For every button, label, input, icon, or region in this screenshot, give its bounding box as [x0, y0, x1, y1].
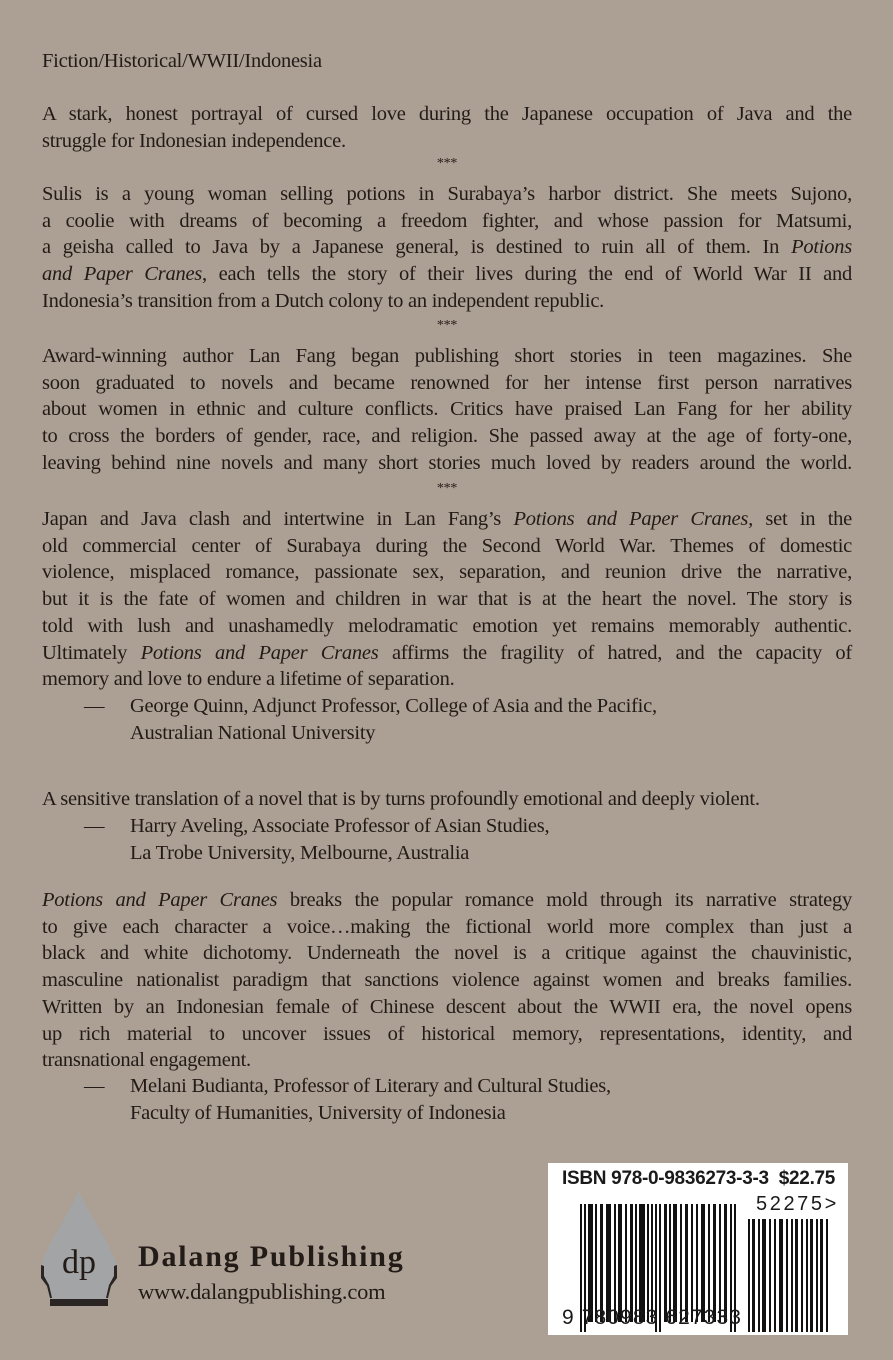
- review-budianta: Potions and Paper Cranes breaks the popular romance mold through its narrative strategy to give each character a voice…making the fictional world more complex than just a black and white dichotomy. Underneath the novel is a critique against the chauvinistic, masculine nationalist paradigm that sanctions violence against women and breaks families. Written by an Indonesian female of Chinese descent about the WWII era, the novel opens up rich material to uncover issues of historical memory, representations, identity, and transnational engagement.: [42, 889, 852, 1072]
- tagline: A stark, honest portrayal of cursed love during the Japanese occupation of Java and the struggle for Indonesian independence.: [42, 103, 852, 152]
- book-title: Potions and Paper Cranes: [140, 641, 379, 664]
- isbn-price-label: [562, 1168, 835, 1190]
- pen-nib-logo-icon: [38, 1190, 120, 1310]
- em-dash: —: [84, 1075, 105, 1097]
- genre-category: Fiction/Historical/WWII/Indonesia: [42, 50, 322, 72]
- book-title: Potions and Paper Cranes,: [513, 508, 754, 530]
- isbn-barcode: [548, 1163, 848, 1335]
- review-aveling: A sensitive translation of a novel that is by turns profoundly emotional and deeply violent.: [42, 788, 760, 810]
- em-dash: —: [84, 695, 105, 717]
- ean-digits: 9 780983 627333: [562, 1306, 742, 1329]
- price-addon-digits: 52275>: [756, 1193, 839, 1215]
- em-dash: —: [84, 815, 105, 837]
- review-quinn: Japan and Java clash and intertwine in Lan Fang’s Potions and Paper Cranes, set in the old commercial center of Surabaya during the Second World War. Themes of domestic violence, misplaced romance, passionate sex, separation, and reunion drive the narrative, but it is the fate of women and children in war that is at the heart the novel. The story is told with lush and unashamedly melodramatic emotion yet remains memorably authentic. Ultimately Potions and Paper Cranes affirms the fragility of hatred, and the capacity of memory and love to endure a lifetime of separation.: [42, 508, 852, 691]
- addon-barcode-bars: [748, 1219, 832, 1332]
- isbn-number: ISBN 978-0-9836273-3-3: [562, 1168, 769, 1189]
- book-title: Potions: [791, 236, 852, 259]
- book-title: Potions and Paper Cranes: [42, 889, 278, 911]
- publisher-name: Dalang Publishing: [138, 1240, 405, 1273]
- publisher-url[interactable]: www.dalangpublishing.com: [138, 1279, 386, 1304]
- book-title: and Paper Cranes: [42, 263, 203, 286]
- synopsis: Sulis is a young woman selling potions in Surabaya’s harbor district. She meets Sujono, a coolie with dreams of becoming a freedom fighter, and whose passion for Matsumi, a geisha called to Java by a Japanese general, is destined to ruin all of them. In Potions and Paper Cranes, each tells the story of their lives during the end of World War II and Indonesia’s transition from a Dutch colony to an independent republic.: [42, 183, 853, 312]
- price: $22.75: [778, 1168, 836, 1189]
- author-bio: Award-winning author Lan Fang began publishing short stories in teen magazines. She soon graduated to novels and became renowned for her intense first person narratives about women in ethnic and culture conflicts. Critics have praised Lan Fang for her ability to cross the borders of gender, race, and religion. She passed away at the age of forty-one, leaving behind nine novels and many short stories much loved by readers around the world.: [42, 345, 852, 474]
- section-separator: ***: [436, 481, 458, 496]
- section-separator: ***: [436, 318, 458, 333]
- publisher-block: [38, 1190, 458, 1310]
- svg-text:dp: dp: [62, 1244, 96, 1281]
- section-separator: ***: [436, 156, 458, 171]
